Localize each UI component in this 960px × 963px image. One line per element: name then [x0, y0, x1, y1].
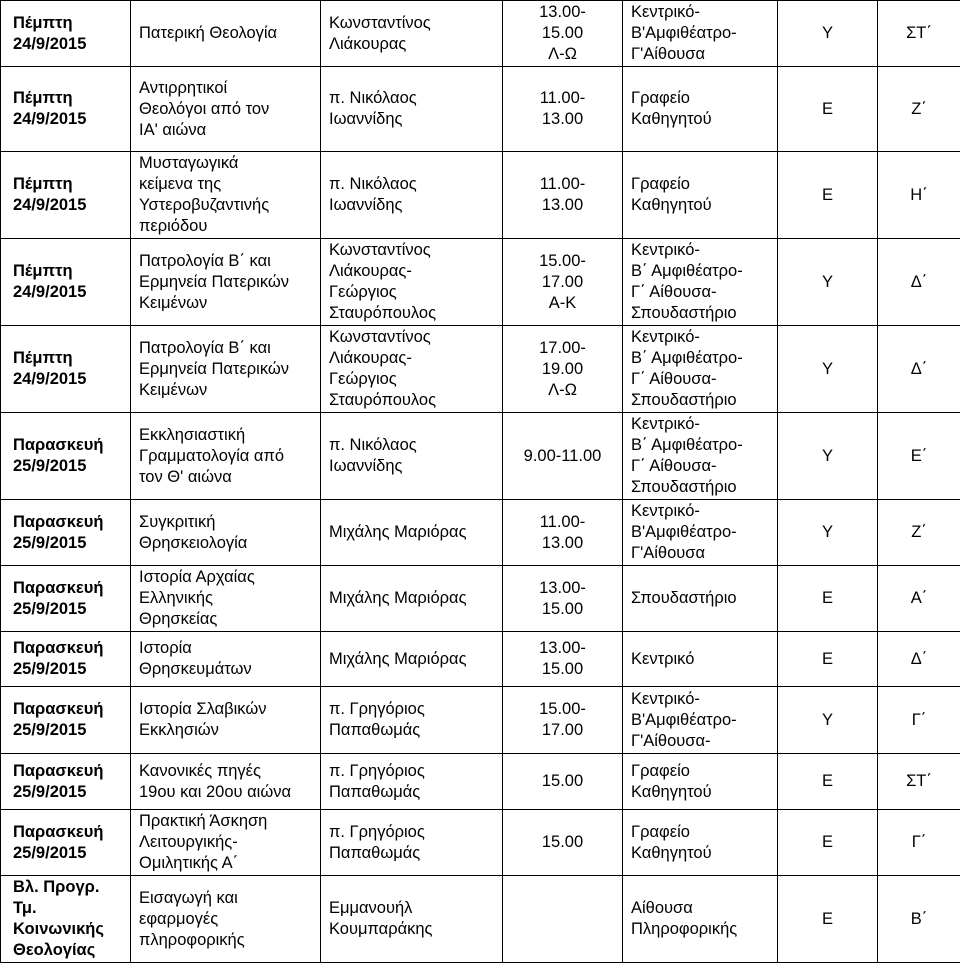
- time-cell: 9.00-11.00: [503, 413, 623, 500]
- room-cell: Αίθουσα Πληροφορικής: [623, 876, 778, 963]
- professor-cell: Κωνσταντίνος Λιάκουρας- Γεώργιος Σταυρόπουλος: [321, 326, 503, 413]
- professor-cell: Μιχάλης Μαριόρας: [321, 632, 503, 687]
- professor-cell: Κωνσταντίνος Λιάκουρας: [321, 1, 503, 67]
- course-cell: Μυσταγωγικά κείμενα της Υστεροβυζαντινής περιόδου: [131, 152, 321, 239]
- room-cell: Κεντρικό- Β΄ Αμφιθέατρο- Γ΄ Αίθουσα- Σπουδαστήριο: [623, 413, 778, 500]
- professor-cell: π. Γρηγόριος Παπαθωμάς: [321, 687, 503, 754]
- course-cell: Πατερική Θεολογία: [131, 1, 321, 67]
- professor-cell: Μιχάλης Μαριόρας: [321, 566, 503, 632]
- course-cell: Ιστορία Σλαβικών Εκκλησιών: [131, 687, 321, 754]
- time-cell: 15.00: [503, 810, 623, 876]
- date-cell: Παρασκευή 25/9/2015: [1, 500, 131, 566]
- professor-cell: π. Νικόλαος Ιωαννίδης: [321, 152, 503, 239]
- semester-cell: Δ΄: [878, 239, 960, 326]
- semester-cell: Α΄: [878, 566, 960, 632]
- time-cell: 11.00- 13.00: [503, 500, 623, 566]
- date-cell: Παρασκευή 25/9/2015: [1, 632, 131, 687]
- date-cell: Παρασκευή 25/9/2015: [1, 413, 131, 500]
- table-row: [1, 754, 960, 810]
- date-cell: Πέμπτη 24/9/2015: [1, 67, 131, 152]
- table-row: [1, 326, 960, 413]
- professor-cell: π. Γρηγόριος Παπαθωμάς: [321, 810, 503, 876]
- date-cell: Πέμπτη 24/9/2015: [1, 239, 131, 326]
- semester-cell: ΣΤ΄: [878, 1, 960, 67]
- course-cell: Εισαγωγή και εφαρμογές πληροφορικής: [131, 876, 321, 963]
- professor-cell: π. Γρηγόριος Παπαθωμάς: [321, 754, 503, 810]
- course-cell: Ιστορία Θρησκευμάτων: [131, 632, 321, 687]
- semester-cell: Β΄: [878, 876, 960, 963]
- room-cell: Σπουδαστήριο: [623, 566, 778, 632]
- year-cell: Υ: [778, 239, 878, 326]
- time-cell: 15.00: [503, 754, 623, 810]
- time-cell: 11.00- 13.00: [503, 152, 623, 239]
- room-cell: Γραφείο Καθηγητού: [623, 754, 778, 810]
- semester-cell: Δ΄: [878, 632, 960, 687]
- time-cell: [503, 876, 623, 963]
- time-cell: 15.00- 17.00: [503, 687, 623, 754]
- date-cell: Πέμπτη 24/9/2015: [1, 326, 131, 413]
- table-row: [1, 810, 960, 876]
- year-cell: Ε: [778, 152, 878, 239]
- time-cell: 17.00- 19.00 Λ-Ω: [503, 326, 623, 413]
- room-cell: Κεντρικό: [623, 632, 778, 687]
- room-cell: Κεντρικό- Β΄ Αμφιθέατρο- Γ΄ Αίθουσα- Σπουδαστήριο: [623, 326, 778, 413]
- time-cell: 13.00- 15.00: [503, 632, 623, 687]
- year-cell: Υ: [778, 413, 878, 500]
- year-cell: Ε: [778, 810, 878, 876]
- table-row: [1, 500, 960, 566]
- year-cell: Υ: [778, 687, 878, 754]
- room-cell: Κεντρικό- Β'Αμφιθέατρο- Γ'Αίθουσα: [623, 1, 778, 67]
- table-row: [1, 566, 960, 632]
- room-cell: Γραφείο Καθηγητού: [623, 810, 778, 876]
- semester-cell: Ζ΄: [878, 500, 960, 566]
- table-row: [1, 413, 960, 500]
- course-cell: Εκκλησιαστική Γραμματολογία από τον Θ' αιώνα: [131, 413, 321, 500]
- date-cell: Βλ. Προγρ. Τμ. Κοινωνικής Θεολογίας: [1, 876, 131, 963]
- schedule-body: [1, 1, 960, 963]
- year-cell: Ε: [778, 632, 878, 687]
- date-cell: Παρασκευή 25/9/2015: [1, 687, 131, 754]
- professor-cell: π. Νικόλαος Ιωαννίδης: [321, 413, 503, 500]
- room-cell: Κεντρικό- Β'Αμφιθέατρο- Γ'Αίθουσα-: [623, 687, 778, 754]
- course-cell: Κανονικές πηγές 19ου και 20ου αιώνα: [131, 754, 321, 810]
- table-row: [1, 632, 960, 687]
- table-row: [1, 239, 960, 326]
- semester-cell: Γ΄: [878, 810, 960, 876]
- time-cell: 11.00- 13.00: [503, 67, 623, 152]
- date-cell: Παρασκευή 25/9/2015: [1, 566, 131, 632]
- professor-cell: Εμμανουήλ Κουμπαράκης: [321, 876, 503, 963]
- table-row: [1, 1, 960, 67]
- date-cell: Παρασκευή 25/9/2015: [1, 810, 131, 876]
- course-cell: Αντιρρητικοί Θεολόγοι από τον ΙΑ' αιώνα: [131, 67, 321, 152]
- room-cell: Κεντρικό- Β'Αμφιθέατρο- Γ'Αίθουσα: [623, 500, 778, 566]
- professor-cell: Μιχάλης Μαριόρας: [321, 500, 503, 566]
- course-cell: Πατρολογία Β΄ και Ερμηνεία Πατερικών Κειμένων: [131, 326, 321, 413]
- table-row: [1, 687, 960, 754]
- year-cell: Υ: [778, 500, 878, 566]
- semester-cell: ΣΤ΄: [878, 754, 960, 810]
- semester-cell: Γ΄: [878, 687, 960, 754]
- year-cell: Ε: [778, 876, 878, 963]
- time-cell: 13.00- 15.00 Λ-Ω: [503, 1, 623, 67]
- course-cell: Πατρολογία Β΄ και Ερμηνεία Πατερικών Κειμένων: [131, 239, 321, 326]
- semester-cell: Η΄: [878, 152, 960, 239]
- year-cell: Ε: [778, 67, 878, 152]
- room-cell: Γραφείο Καθηγητού: [623, 67, 778, 152]
- time-cell: 13.00- 15.00: [503, 566, 623, 632]
- room-cell: Γραφείο Καθηγητού: [623, 152, 778, 239]
- year-cell: Υ: [778, 1, 878, 67]
- date-cell: Πέμπτη 24/9/2015: [1, 1, 131, 67]
- professor-cell: Κωνσταντίνος Λιάκουρας- Γεώργιος Σταυρόπουλος: [321, 239, 503, 326]
- course-cell: Πρακτική Άσκηση Λειτουργικής- Ομιλητικής Α΄: [131, 810, 321, 876]
- year-cell: Υ: [778, 326, 878, 413]
- semester-cell: Ε΄: [878, 413, 960, 500]
- room-cell: Κεντρικό- Β΄ Αμφιθέατρο- Γ΄ Αίθουσα- Σπουδαστήριο: [623, 239, 778, 326]
- date-cell: Παρασκευή 25/9/2015: [1, 754, 131, 810]
- semester-cell: Δ΄: [878, 326, 960, 413]
- time-cell: 15.00- 17.00 Α-Κ: [503, 239, 623, 326]
- semester-cell: Ζ΄: [878, 67, 960, 152]
- professor-cell: π. Νικόλαος Ιωαννίδης: [321, 67, 503, 152]
- year-cell: Ε: [778, 754, 878, 810]
- date-cell: Πέμπτη 24/9/2015: [1, 152, 131, 239]
- year-cell: Ε: [778, 566, 878, 632]
- table-row: [1, 876, 960, 963]
- course-cell: Συγκριτική Θρησκειολογία: [131, 500, 321, 566]
- table-row: [1, 152, 960, 239]
- course-cell: Ιστορία Αρχαίας Ελληνικής Θρησκείας: [131, 566, 321, 632]
- table-row: [1, 67, 960, 152]
